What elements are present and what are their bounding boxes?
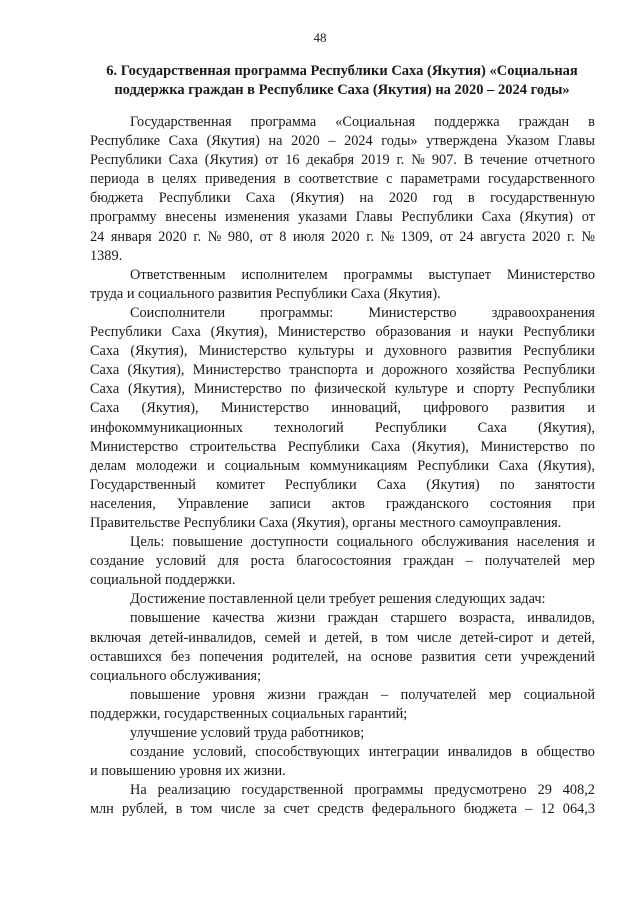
- text-line-content: Республике Саха (Якутия) на 2020 – 2024 годы» утверждена Указом Главы: [90, 133, 595, 150]
- text-line: [90, 342, 595, 361]
- text-line-content: Саха (Якутия), Министерство по физической культуре и спорту Республики: [90, 381, 595, 398]
- text-line-content: Саха (Якутия), Министерство инноваций, цифрового развития и: [90, 400, 595, 417]
- text-line-content: 1389.: [90, 247, 123, 264]
- text-line-content: Саха (Якутия), Министерство культуры и духовного развития Республики: [90, 343, 595, 360]
- text-line: [90, 361, 595, 380]
- text-line-content: улучшение условий труда работников;: [130, 725, 365, 741]
- page-number: 48: [313, 30, 327, 45]
- text-line-content: повышение уровня жизни граждан – получателей мер социальной: [130, 686, 595, 703]
- text-line: [90, 571, 595, 590]
- text-line-content: поддержки, государственных социальных гарантий;: [90, 705, 408, 722]
- text-line-content: программу внесены изменения указами Главы Республики Саха (Якутия) от: [90, 209, 595, 226]
- text-line: [90, 304, 595, 323]
- text-line-content: На реализацию государственной программы предусмотрено 29 408,2: [130, 782, 595, 799]
- section-title-line-1: 6. Государственная программа Республики Саха (Якутия) «Социальная: [106, 63, 578, 79]
- text-line: [90, 514, 595, 533]
- text-line: [90, 552, 595, 571]
- text-line: [90, 170, 595, 189]
- text-line: [90, 686, 595, 705]
- text-line-content: социального обслуживания;: [90, 667, 262, 684]
- text-line: [90, 208, 595, 227]
- text-line-content: Государственный комитет Республики Саха (Якутия) по занятости: [90, 476, 595, 493]
- text-line: [90, 648, 595, 667]
- text-line: [90, 419, 595, 438]
- text-line-content: труда и социального развития Республики Саха (Якутия).: [90, 285, 441, 302]
- text-line: [90, 743, 595, 762]
- text-line-content: и повышению уровня их жизни.: [90, 763, 286, 780]
- text-line-content: Ответственным исполнителем программы выступает Министерство: [130, 266, 595, 283]
- text-line: [90, 228, 595, 247]
- text-line-content: включая детей-инвалидов, семей и детей, в том числе детей-сирот и детей,: [90, 629, 595, 646]
- text-line: [90, 800, 595, 819]
- section-title-line-2: поддержка граждан в Республике Саха (Якутия) на 2020 – 2024 годы»: [114, 82, 570, 98]
- text-line-content: создание условий для роста благосостояния граждан – получателей мер: [90, 553, 595, 570]
- text-line-content: Государственная программа «Социальная поддержка граждан в: [130, 114, 595, 130]
- text-line: [90, 380, 595, 399]
- text-line: [90, 667, 595, 686]
- text-line-content: Министерство строительства Республики Саха (Якутия), Министерство по: [90, 438, 595, 455]
- text-line-content: Цель: повышение доступности социального обслуживания населения и: [130, 534, 595, 551]
- text-line-content: социальной поддержки.: [90, 572, 236, 589]
- text-line-content: оставшихся без попечения родителей, на основе развития сети учреждений: [90, 648, 595, 665]
- text-line: [90, 590, 595, 609]
- text-line: [90, 399, 595, 418]
- text-line-content: инфокоммуникационных технологий Республики Саха (Якутия),: [90, 419, 595, 436]
- text-line: [90, 247, 595, 266]
- text-line-content: делам молодежи и социальным коммуникациям Республики Саха (Якутия),: [90, 457, 595, 474]
- text-line: [90, 132, 595, 151]
- text-line-content: Республики Саха (Якутия) от 16 декабря 2019 г. № 907. В течение отчетного: [90, 152, 595, 169]
- text-line-content: 24 января 2020 г. № 980, от 8 июля 2020 г. № 1309, от 24 августа 2020 г. №: [90, 228, 595, 245]
- text-line: [90, 113, 595, 132]
- text-line: [90, 476, 595, 495]
- text-line: [90, 151, 595, 170]
- text-line: [90, 629, 595, 648]
- text-line: [90, 724, 595, 743]
- body-text: [90, 113, 595, 819]
- text-line-content: повышение качества жизни граждан старшего возраста, инвалидов,: [130, 610, 595, 627]
- text-line: [90, 705, 595, 724]
- text-line-content: Правительстве Республики Саха (Якутия), органы местного самоуправления.: [90, 514, 562, 531]
- text-line: [90, 438, 595, 457]
- text-line: [90, 762, 595, 781]
- text-line: [90, 781, 595, 800]
- text-line: [90, 189, 595, 208]
- section-title: [92, 62, 592, 100]
- text-line-content: млн рублей, в том числе за счет средств федерального бюджета – 12 064,3: [90, 801, 595, 818]
- text-line-content: периода в целях приведения в соответствие с параметрами государственного: [90, 171, 595, 188]
- text-line-content: Достижение поставленной цели требует решения следующих задач:: [130, 591, 546, 608]
- text-line-content: Саха (Якутия), Министерство транспорта и дорожного хозяйства Республики: [90, 362, 595, 379]
- text-line: [90, 323, 595, 342]
- text-line-content: Республики Саха (Якутия), Министерство образования и науки Республики: [90, 324, 595, 341]
- text-line-content: создание условий, способствующих интеграции инвалидов в общество: [130, 744, 595, 761]
- text-line-content: бюджета Республики Саха (Якутия) на 2020 год в государственную: [90, 190, 595, 207]
- text-line: [90, 609, 595, 628]
- text-line: [90, 533, 595, 552]
- text-line-content: населения, Управление записи актов гражданского состояния при: [90, 495, 595, 512]
- text-line-content: Соисполнители программы: Министерство здравоохранения: [130, 304, 595, 321]
- text-line: [90, 457, 595, 476]
- text-line: [90, 285, 595, 304]
- text-line: [90, 266, 595, 285]
- text-line: [90, 495, 595, 514]
